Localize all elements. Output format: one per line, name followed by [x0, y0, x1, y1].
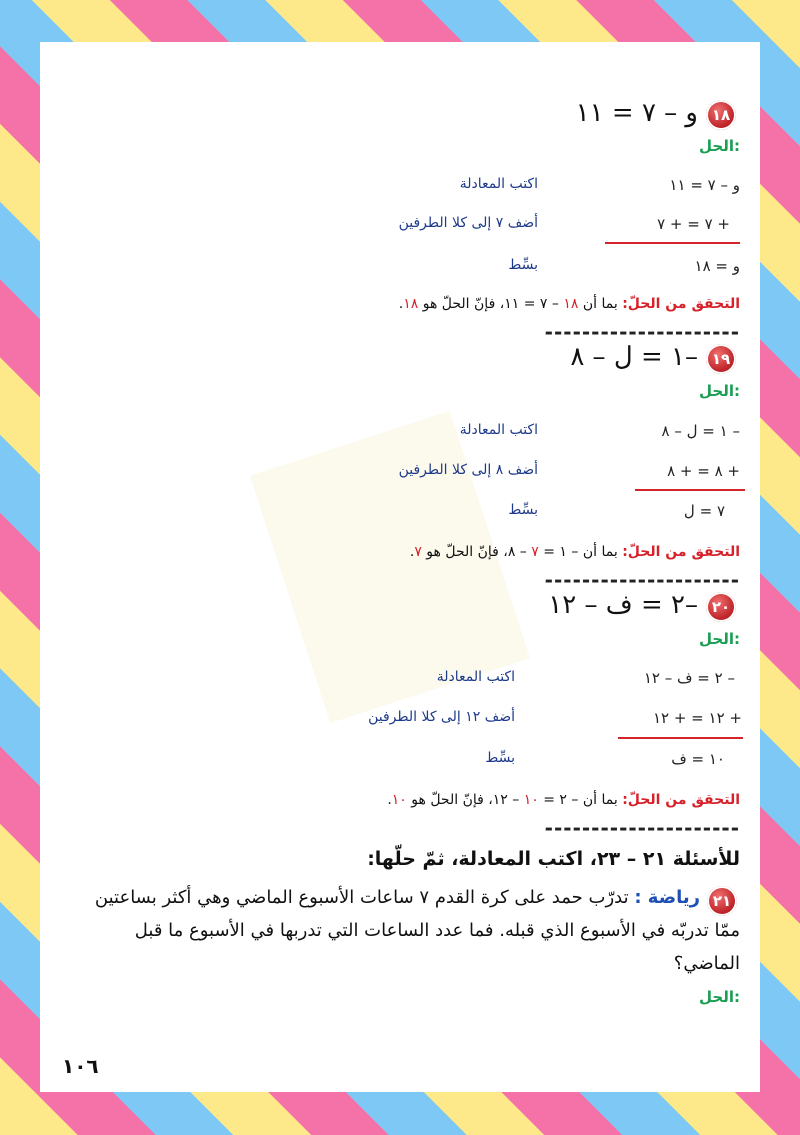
p20-step2-math: + ١٢ = + ١٢ [652, 709, 742, 727]
problem-19-badge: ١٩ [706, 344, 736, 374]
p20-check-value-2: ١٠ [391, 792, 407, 808]
p18-step3-note: بسِّط [508, 257, 538, 273]
p20-check-label: التحقق من الحلّ: [622, 792, 740, 808]
p19-step1-note: اكتب المعادلة [459, 422, 538, 438]
problem-19-solution-label: الحل: [699, 382, 740, 400]
p19-check-text-c: . [409, 544, 415, 560]
page [40, 42, 760, 1092]
p18-step3-math: و = ١٨ [694, 257, 740, 275]
p20-check-text-a: بما أن – ٢ = [538, 792, 623, 808]
problem-18-solution-label: الحل: [699, 137, 740, 155]
p20-check-text-c: . [387, 792, 392, 808]
problem-21-solution-label: الحل: [699, 988, 740, 1006]
p20-step3-math: ١٠ = ف [671, 750, 725, 768]
p19-check-label: التحقق من الحلّ: [622, 544, 740, 560]
problem-19-equation: –١ = ل – ٨ [570, 342, 698, 372]
p18-underline [605, 242, 740, 244]
p18-step2-note: أضف ٧ إلى كلا الطرفين [398, 215, 538, 231]
p18-check [399, 296, 740, 312]
p19-check-text-b: – ٨، فإنّ الحلّ هو [421, 544, 532, 560]
p20-underline [618, 737, 743, 739]
separator-1: --------------------- [544, 320, 740, 344]
problem-20-equation: –٢ = ف – ١٢ [548, 590, 698, 620]
problem-20-badge: ٢٠ [706, 592, 736, 622]
problem-21-topic: رياضة : [634, 887, 700, 908]
p20-check [387, 792, 740, 808]
p18-step1-note: اكتب المعادلة [459, 176, 538, 192]
p20-step1-math: – ٢ = ف – ١٢ [643, 669, 735, 687]
p20-step3-note: بسِّط [485, 750, 515, 766]
p19-check [410, 544, 740, 560]
problem-21-badge: ٢١ [707, 886, 737, 916]
problem-18-badge: ١٨ [706, 100, 736, 130]
p19-check-value-1: ٧ [531, 544, 539, 560]
problem-21-line2: ممّا تدربّه في الأسبوع الذي قبله. فما عدد الساعات التي تدربها في الأسبوع ما قبل [134, 920, 740, 941]
p20-step2-note: أضف ١٢ إلى كلا الطرفين [368, 709, 515, 725]
p20-check-value-1: ١٠ [523, 792, 539, 808]
separator-3: --------------------- [544, 816, 740, 840]
problem-18-equation: و – ٧ = ١١ [575, 98, 698, 128]
problem-21-text-1: تدرّب حمد على كرة القدم ٧ ساعات الأسبوع الماضي وهي أكثر بساعتين [94, 887, 629, 908]
problem-21-line1 [95, 882, 700, 914]
section-heading: للأسئلة ٢١ – ٢٣، اكتب المعادلة، ثمّ حلّها: [367, 848, 740, 870]
p19-step3-math: ٧ = ل [683, 502, 725, 520]
p18-step1-math: و – ٧ = ١١ [669, 176, 740, 194]
p19-underline [635, 489, 745, 491]
p18-check-value-2: ١٨ [403, 296, 419, 312]
p19-step2-math: + ٨ = + ٨ [667, 462, 740, 480]
p20-check-text-b: – ١٢، فإنّ الحلّ هو [406, 792, 524, 808]
p18-check-text-c: . [398, 296, 404, 312]
p18-check-text-b: – ٧ = ١١، فإنّ الحلّ هو [418, 296, 564, 312]
problem-21-line3: الماضي؟ [673, 953, 740, 974]
p19-step3-note: بسِّط [508, 502, 538, 518]
p18-check-text-a: بما أن [578, 296, 623, 312]
p20-step1-note: اكتب المعادلة [436, 669, 515, 685]
page-number: ١٠٦ [62, 1054, 99, 1078]
p18-check-label: التحقق من الحلّ: [622, 296, 740, 312]
separator-2: --------------------- [544, 568, 740, 592]
p19-check-text-a: بما أن – ١ = [538, 544, 623, 560]
p18-step2-math: + ٧ = + ٧ [657, 215, 730, 233]
p18-check-value-1: ١٨ [563, 296, 579, 312]
problem-20-solution-label: الحل: [699, 630, 740, 648]
p19-step1-math: – ١ = ل – ٨ [661, 422, 740, 440]
p19-step2-note: أضف ٨ إلى كلا الطرفين [398, 462, 538, 478]
p19-check-value-2: ٧ [414, 544, 422, 560]
